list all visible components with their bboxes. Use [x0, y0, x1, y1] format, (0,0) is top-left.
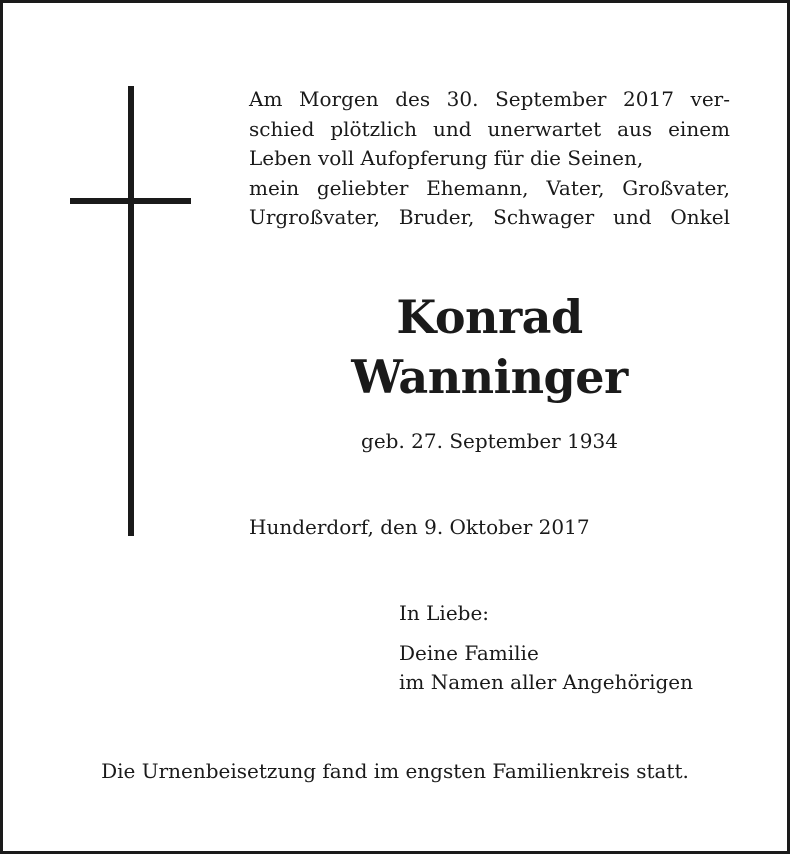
intro-line: Urgroßvater, Bruder, Schwager und Onkel [249, 205, 730, 229]
intro-line: schied plötzlich und unerwartet aus einem [249, 116, 730, 141]
intro-line: mein geliebter Ehemann, Vater, Großvater, [249, 175, 730, 200]
intro-text [249, 85, 730, 233]
closing-love: In Liebe: [399, 601, 490, 625]
cross-icon-crossbar [70, 198, 191, 204]
deceased-first-name: Konrad [396, 290, 583, 344]
family-line: im Namen aller Angehörigen [399, 670, 694, 694]
intro-line: Am Morgen des 30. September 2017 ver- [249, 87, 730, 111]
place-and-date: Hunderdorf, den 9. Oktober 2017 [249, 515, 590, 539]
deceased-last-name: Wanninger [351, 350, 628, 404]
birth-date: geb. 27. September 1934 [361, 429, 618, 453]
cross-icon [128, 86, 134, 536]
intro-line: Leben voll Aufopferung für die Seinen, [249, 146, 644, 170]
footer-note: Die Urnenbeisetzung fand im engsten Familienkreis statt. [101, 759, 689, 783]
family-line: Deine Familie [399, 641, 539, 665]
family-signature [399, 639, 693, 697]
